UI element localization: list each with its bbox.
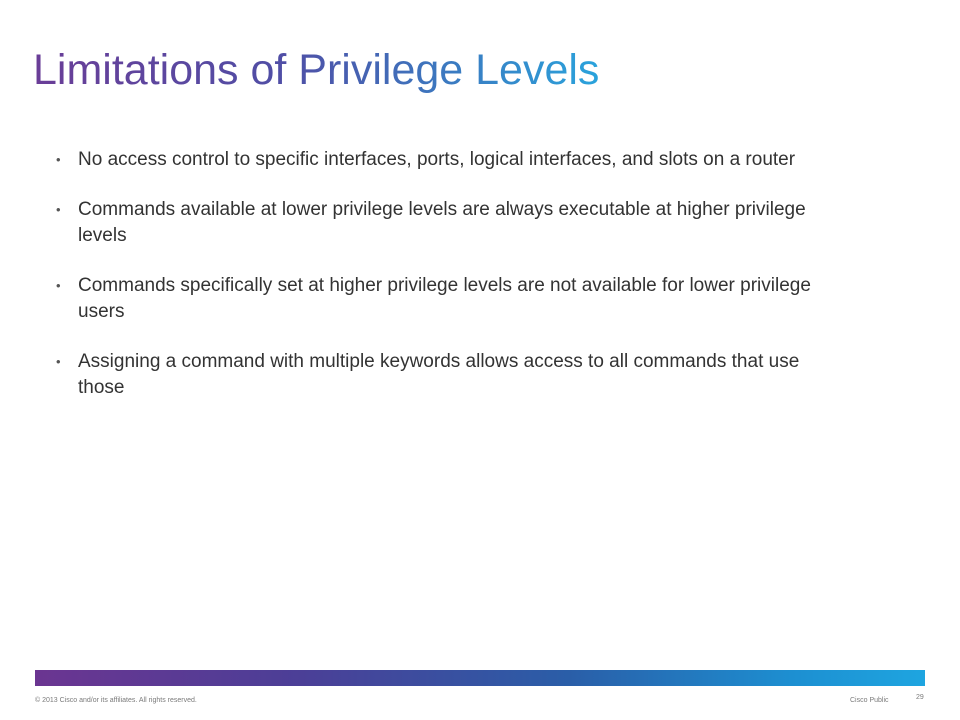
bullet-dot-icon: • bbox=[56, 202, 61, 217]
bullet-item bbox=[52, 147, 842, 173]
bullet-item bbox=[52, 197, 842, 249]
bullet-text: Commands available at lower privilege levels are always executable at higher privilege levels bbox=[78, 199, 806, 246]
bullet-item bbox=[52, 273, 842, 325]
copyright-text: © 2013 Cisco and/or its affiliates. All rights reserved. bbox=[35, 697, 197, 704]
bullet-item bbox=[52, 349, 842, 401]
bullet-list bbox=[52, 147, 842, 401]
slide-title: Limitations of Privilege Levels bbox=[33, 46, 600, 94]
bullet-text: Commands specifically set at higher privilege levels are not available for lower privilege users bbox=[78, 275, 811, 322]
bullet-dot-icon: • bbox=[56, 152, 61, 167]
page-number: 29 bbox=[916, 694, 924, 701]
bullet-dot-icon: • bbox=[56, 278, 61, 293]
bullet-text: Assigning a command with multiple keywords allows access to all commands that use those bbox=[78, 351, 800, 398]
footer-gradient-bar bbox=[35, 670, 925, 686]
bullet-text: No access control to specific interfaces, ports, logical interfaces, and slots on a router bbox=[78, 149, 796, 170]
bullet-dot-icon: • bbox=[56, 354, 61, 369]
classification-label: Cisco Public bbox=[850, 697, 889, 704]
